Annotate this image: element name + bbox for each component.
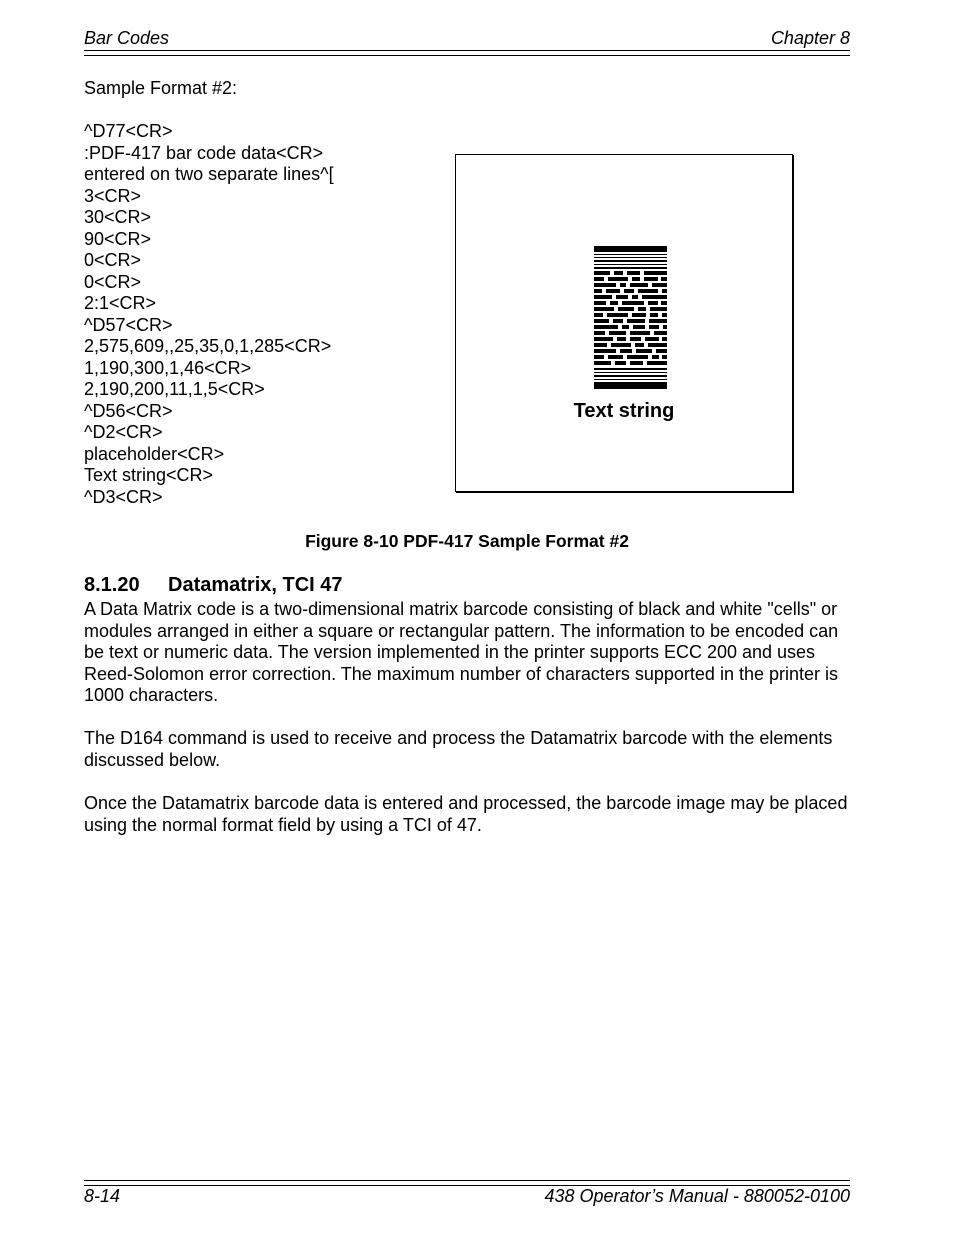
code-line: :PDF-417 bar code data<CR> — [84, 142, 324, 163]
code-line: 0<CR> — [84, 271, 142, 292]
body-paragraph: The D164 command is used to receive and process the Datamatrix barcode with the elements discussed below. — [84, 728, 833, 770]
code-line: 1,190,300,1,46<CR> — [84, 357, 252, 378]
page-footer — [84, 1186, 850, 1208]
section-heading — [84, 574, 343, 597]
header-section-title: Bar Codes — [84, 28, 170, 48]
code-line: 3<CR> — [84, 185, 142, 206]
code-listing — [84, 121, 334, 508]
code-line: placeholder<CR> — [84, 443, 225, 464]
code-line: 90<CR> — [84, 228, 152, 249]
header-rule — [84, 50, 850, 56]
code-line: 2,575,609,,25,35,0,1,285<CR> — [84, 336, 332, 356]
code-line: ^D57<CR> — [84, 314, 173, 335]
page-number: 8-14 — [84, 1186, 121, 1206]
pdf417-barcode — [594, 246, 667, 389]
code-line: 0<CR> — [84, 250, 142, 270]
manual-title: 438 Operator’s Manual - 880052-0100 — [544, 1186, 850, 1206]
figure-caption: Figure 8-10 PDF-417 Sample Format #2 — [305, 531, 629, 551]
section-title: Datamatrix, TCI 47 — [168, 574, 343, 596]
code-line: ^D56<CR> — [84, 400, 173, 421]
code-line: Text string<CR> — [84, 465, 214, 485]
code-line: 2:1<CR> — [84, 293, 157, 313]
code-line: ^D3<CR> — [84, 486, 163, 507]
page-header — [84, 28, 850, 50]
body-paragraph: A Data Matrix code is a two-dimensional matrix barcode consisting of black and white "cells" or modules arranged in either a square or rectangular pattern. The information to be encoded can be text or numeric data. The version implemented in the printer supports ECC 200 and uses Reed-Solomon error correction. The maximum number of characters supported in the printer is 1000 characters. — [84, 599, 839, 705]
header-chapter: Chapter 8 — [770, 28, 850, 48]
code-line: entered on two separate lines^[ — [84, 164, 334, 184]
code-line: 30<CR> — [84, 207, 152, 227]
sample-format-title: Sample Format #2: — [84, 78, 238, 98]
body-paragraph: Once the Datamatrix barcode data is entered and processed, the barcode image may be placed using the normal format field by using a TCI of 47. — [84, 793, 848, 835]
code-line: ^D2<CR> — [84, 422, 163, 442]
label-text-string: Text string — [573, 400, 675, 422]
label-preview-figure — [455, 154, 793, 492]
code-line: ^D77<CR> — [84, 121, 173, 141]
code-line: 2,190,200,11,1,5<CR> — [84, 379, 265, 399]
section-number: 8.1.20 — [84, 574, 140, 596]
